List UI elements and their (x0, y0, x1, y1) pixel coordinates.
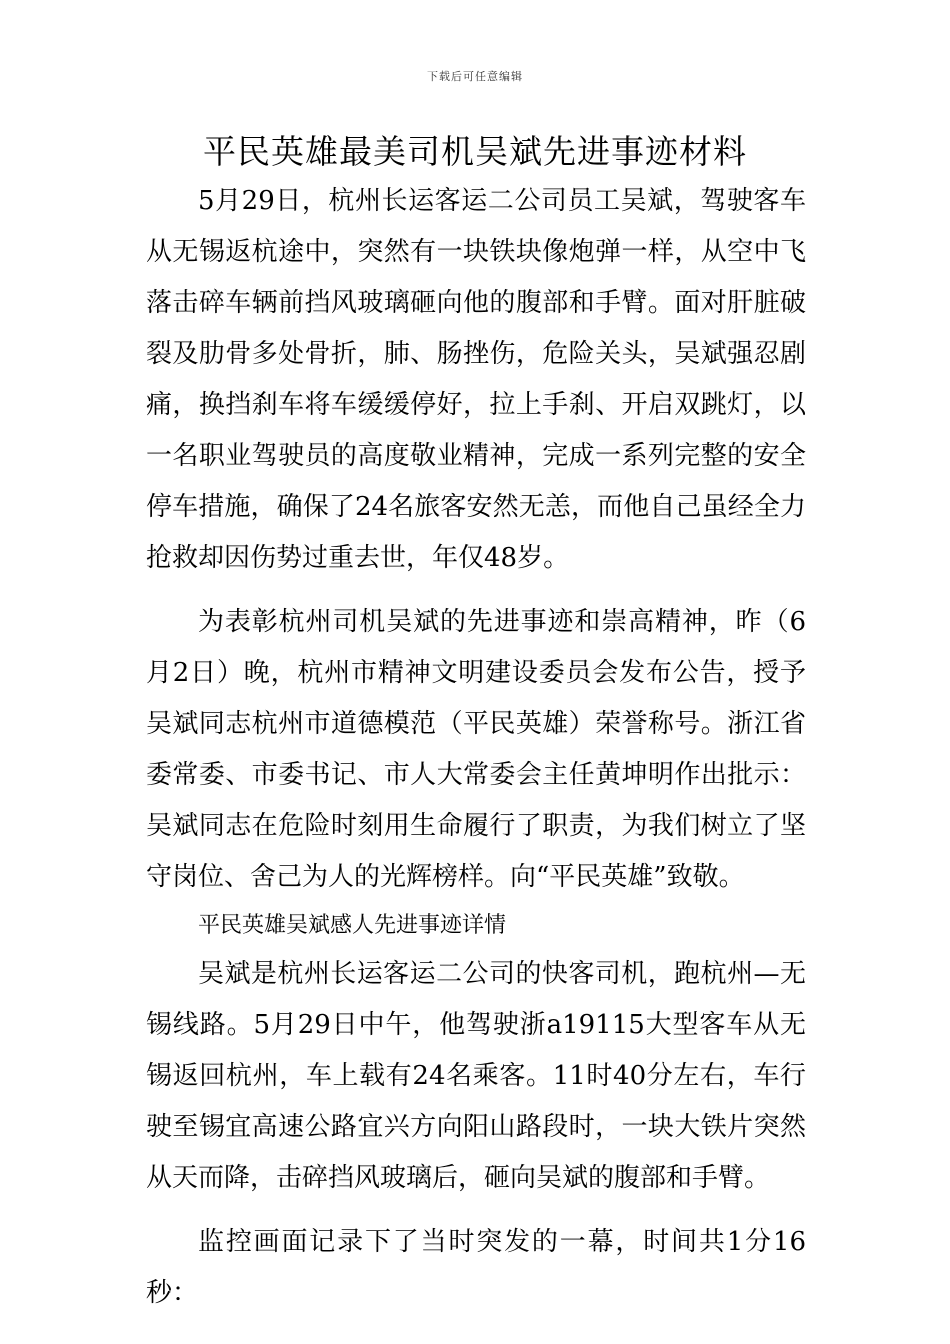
paragraph-3: 吴斌是杭州长运客运二公司的快客司机，跑杭州—无锡线路。5月29日中午，他驾驶浙a19115大型客车从无锡返回杭州，车上载有24名乘客。11时40分左右，车行驶至锡宜高速公路宜兴方向阳山路段时，一块大铁片突然从天而降，击碎挡风玻璃后，砸向吴斌的腹部和手臂。 (146, 959, 806, 1193)
paragraph-4: 监控画面记录下了当时突发的一幕，时间共1分16秒： (146, 1227, 806, 1308)
paragraph-2: 为表彰杭州司机吴斌的先进事迹和崇高精神，昨（6月2日）晚，杭州市精神文明建设委员会发布公告，授予吴斌同志杭州市道德模范（平民英雄）荣誉称号。浙江省委常委、市委书记、市人大常委会主任黄坤明作出批示：吴斌同志在危险时刻用生命履行了职责，为我们树立了坚守岗位、舍己为人的光辉榜样。向“平民英雄”致敬。 (146, 607, 806, 892)
paragraph-1: 5月29日，杭州长运客运二公司员工吴斌，驾驶客车从无锡返杭途中，突然有一块铁块像炮弹一样，从空中飞落击碎车辆前挡风玻璃砸向他的腹部和手臂。面对肝脏破裂及肋骨多处骨折，肺、肠挫伤，危险关头，吴斌强忍剧痛，换挡刹车将车缓缓停好，拉上手刹、开启双跳灯，以一名职业驾驶员的高度敬业精神，完成一系列完整的安全停车措施，确保了24名旅客安然无恙，而他自己虽经全力抢救却因伤势过重去世，年仅48岁。 (146, 186, 806, 573)
header-note: 下载后可任意编辑 (427, 70, 523, 83)
section-subheading: 平民英雄吴斌感人先进事迹详情 (198, 913, 507, 938)
document-body (146, 176, 806, 1319)
document-title: 平民英雄最美司机吴斌先进事迹材料 (203, 132, 747, 171)
